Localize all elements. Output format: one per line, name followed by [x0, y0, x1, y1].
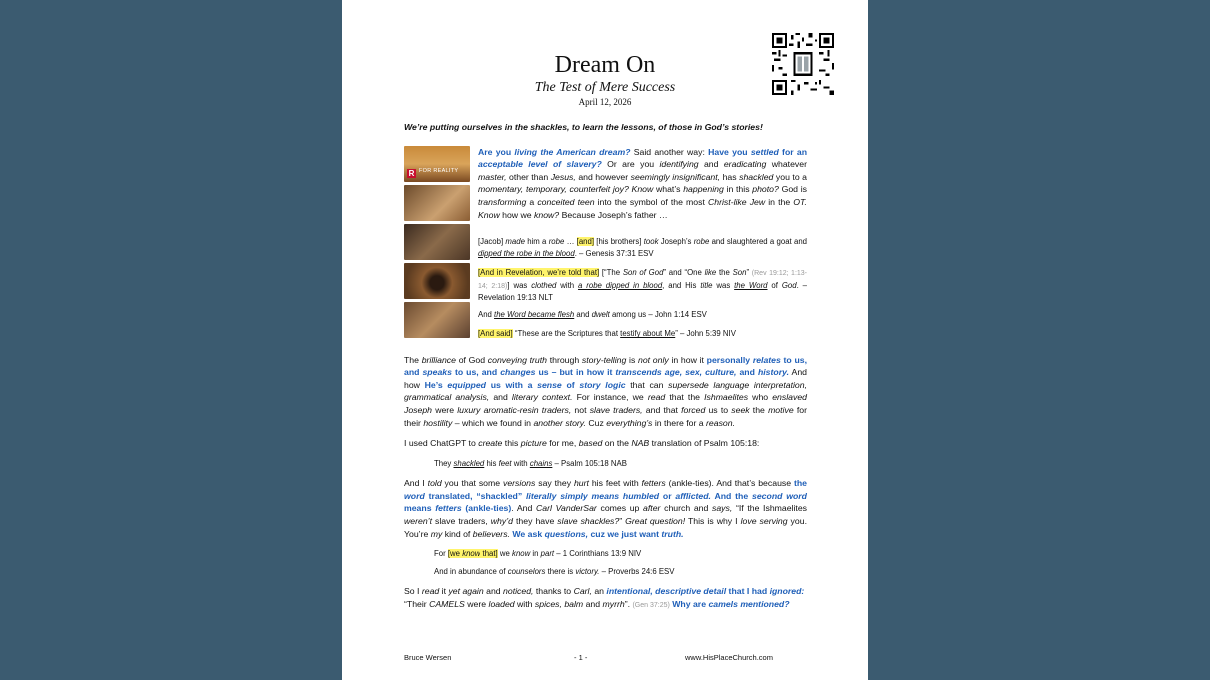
text-run: speaks [422, 367, 452, 378]
text-run: They [434, 458, 454, 468]
text-run: chains [529, 458, 553, 468]
text-run: testify about Me [620, 329, 676, 339]
text-run: you to a [773, 171, 807, 182]
text-run: and that [642, 404, 682, 415]
paragraph-chatgpt [404, 437, 807, 450]
text-run: it [439, 586, 449, 597]
page-date: April 12, 2026 [578, 97, 632, 107]
text-run: versions [502, 478, 536, 489]
reality-badge: R [408, 168, 415, 178]
text-run: in there for a [652, 417, 707, 428]
text-run: and [698, 159, 724, 170]
text-run: I used ChatGPT to [404, 438, 479, 449]
text-run: supersede language interpretation, grammatical analysis, [404, 379, 808, 403]
text-run: or [659, 490, 676, 501]
text-run: conceited teen [537, 196, 595, 207]
quote-revelation [478, 267, 807, 304]
quote-psalm [434, 458, 807, 470]
text-run: ”. [624, 598, 633, 609]
text-run: that I had [726, 586, 770, 597]
text-run: robe [693, 237, 710, 247]
text-run: the [716, 268, 733, 278]
paragraph-brilliance [404, 354, 807, 430]
text-run: And [478, 309, 495, 319]
text-run: story-telling [581, 354, 627, 365]
text-run: master, [478, 171, 507, 182]
text-run: everything’s [606, 417, 653, 428]
text-run: motive [768, 404, 794, 415]
text-run: slave traders, [589, 404, 643, 415]
text-run: settled [750, 146, 779, 157]
paragraph-fetters [404, 477, 807, 540]
intro-text-column [478, 146, 807, 340]
text-run: second word [752, 490, 807, 501]
text-run: The [404, 354, 422, 365]
quote-john-5 [478, 328, 807, 340]
text-run: reason. [706, 417, 735, 428]
text-run: acceptable level of slavery? [478, 159, 602, 170]
text-run: Carl VanderSar [536, 503, 597, 514]
thumbnail-image-3 [404, 224, 470, 260]
text-run: ” – John 5:39 NIV [675, 329, 736, 339]
text-run: myrrh [602, 598, 625, 609]
text-run: . And [511, 503, 536, 514]
text-run: seek [731, 404, 750, 415]
thumbnail-image-4 [404, 263, 470, 299]
text-run: says, [712, 503, 733, 514]
text-run: us with a [486, 379, 538, 390]
text-run: – Proverbs 24:6 ESV [599, 566, 675, 576]
text-run: “If the Ishmaelites [732, 503, 807, 514]
text-run: weren’t [404, 516, 433, 527]
text-run: picture [520, 438, 547, 449]
text-run: history. [757, 367, 789, 378]
text-run: like [704, 268, 717, 278]
text-run: seemingly insignificant, [630, 171, 721, 182]
text-run: you. You’re [404, 516, 807, 539]
text-run: , and His [662, 280, 701, 290]
text-run: God is [778, 184, 807, 195]
text-run: of [767, 280, 782, 290]
text-run: read [421, 586, 440, 597]
text-run: fetters [435, 503, 462, 514]
text-run: clothed [531, 280, 557, 290]
text-run: And the [710, 490, 753, 501]
text-run: For [434, 549, 448, 559]
text-run: Jesus, [550, 171, 576, 182]
text-run: slave traders, [432, 516, 491, 527]
text-run: of [561, 379, 580, 390]
text-run: on the [602, 438, 632, 449]
intro-section [404, 146, 807, 354]
document-page [342, 0, 868, 680]
text-run: – Psalm 105:18 NAB [552, 458, 627, 468]
text-run: an [591, 586, 607, 597]
text-run: hurt [573, 478, 589, 489]
quote-genesis [478, 236, 807, 259]
text-run: [Jacob] [478, 237, 506, 247]
text-run: victory. [575, 566, 600, 576]
text-run: slave shackles? [557, 516, 620, 527]
text-run: “Their [404, 598, 430, 609]
text-run: Have you [708, 146, 751, 157]
text-run: part [540, 549, 555, 559]
thumbnail-strip [404, 146, 470, 341]
text-run: the Word became flesh [494, 309, 575, 319]
text-run: other than [506, 171, 551, 182]
text-run: not [571, 404, 590, 415]
text-run: loaded [488, 598, 515, 609]
text-run: yet again [448, 586, 484, 597]
text-run: you that some [441, 478, 503, 489]
text-run: momentary, temporary, counterfeit joy? [478, 184, 629, 195]
text-run: Son [732, 268, 747, 278]
text-run: means [404, 503, 436, 514]
text-run: based [578, 438, 603, 449]
text-run: afflicted. [675, 490, 711, 501]
text-run: to us, and [451, 367, 501, 378]
text-run: (Rev 19:12; 1:13-14; 2:18) [478, 270, 808, 290]
text-run: another story. [533, 417, 586, 428]
text-run: equipped [447, 379, 486, 390]
text-run: questions, [544, 528, 589, 539]
text-run: not only [638, 354, 669, 365]
text-run: transcends age, sex, culture, [615, 367, 737, 378]
text-run: in this [723, 184, 753, 195]
text-run: Know [631, 184, 654, 195]
text-run: camels mentioned? [708, 598, 790, 609]
text-run: Are you [478, 146, 515, 157]
text-run: this [502, 438, 521, 449]
text-run: we [497, 549, 513, 559]
text-run: the [749, 404, 769, 415]
text-run: ignored: [769, 586, 805, 597]
text-run: for me, [546, 438, 579, 449]
text-run: and [583, 598, 603, 609]
text-run: . – Revelation 19:13 NLT [478, 280, 807, 303]
text-run: with [511, 458, 530, 468]
footer-page-number: - 1 - [574, 653, 588, 662]
text-run: – 1 Corinthians 13:9 NIV [554, 549, 642, 559]
text-run: dwelt [591, 309, 610, 319]
qr-code-icon [772, 33, 834, 95]
paragraph-1 [478, 146, 807, 222]
text-run: (Gen 37:25) [632, 601, 670, 609]
text-run: . – Genesis 37:31 ESV [574, 248, 654, 258]
text-run: enslaved Joseph [404, 392, 807, 415]
text-run: that the [665, 392, 705, 403]
text-run: and [736, 367, 758, 378]
text-run: translated, “shackled” [424, 490, 526, 501]
text-run: that can [625, 379, 669, 390]
text-run: the Word [734, 280, 768, 290]
text-run: OT. [793, 196, 807, 207]
text-run: brilliance [421, 354, 456, 365]
text-run: took [643, 237, 659, 247]
text-run: dipped the robe in the blood [478, 248, 575, 258]
text-run: feet [498, 458, 512, 468]
document-body [404, 121, 807, 612]
text-run: CAMELS [429, 598, 465, 609]
text-run: believers. [472, 528, 510, 539]
text-run: told [427, 478, 442, 489]
reality-badge-caption: FOR REALITY [419, 168, 459, 174]
text-run: identifying [659, 159, 699, 170]
text-run: sense [537, 379, 562, 390]
text-run: in [530, 549, 541, 559]
text-run: to us, and [404, 354, 807, 378]
text-run: Great question! [625, 516, 686, 527]
text-run: him a [524, 237, 549, 247]
text-run: – which we found in [452, 417, 534, 428]
text-run: us to [705, 404, 732, 415]
text-run: his feet with [588, 478, 642, 489]
text-run: with [514, 598, 535, 609]
text-run: And I [404, 478, 428, 489]
text-run: God [781, 280, 797, 290]
text-run: into the symbol of the most [594, 196, 708, 207]
thumbnail-image-1 [404, 146, 470, 182]
text-run: they have [513, 516, 558, 527]
thumbnail-image-5 [404, 302, 470, 338]
text-run: shackled [453, 458, 485, 468]
text-run: after [643, 503, 661, 514]
text-run: photo? [752, 184, 779, 195]
text-run: in how it [668, 354, 707, 365]
text-run: why’d [490, 516, 513, 527]
text-run: title [700, 280, 713, 290]
text-run: And how [404, 367, 807, 390]
text-run: luxury aromatic-resin traders, [457, 404, 572, 415]
text-run: For instance, we [572, 392, 648, 403]
text-run: Because Joseph’s father … [559, 209, 668, 220]
text-run: truth. [661, 528, 684, 539]
text-run: (ankle-ties) [461, 503, 512, 514]
text-run: ” and “One [663, 268, 705, 278]
text-run: us – but in how it [535, 367, 616, 378]
text-run: fetters [641, 478, 666, 489]
text-run: spices, balm [534, 598, 584, 609]
text-run: Son of God [622, 268, 664, 278]
footer-author: Bruce Wersen [404, 653, 452, 662]
text-run: happening [683, 184, 724, 195]
text-run: among us – John 1:14 ESV [609, 309, 707, 319]
text-run: literary context. [511, 392, 573, 403]
text-run: ” [746, 268, 752, 278]
text-run: story logic [579, 379, 626, 390]
text-run: Carl, [573, 586, 592, 597]
text-run: relates [752, 354, 781, 365]
text-run: [“The [599, 268, 623, 278]
text-run: has [720, 171, 740, 182]
text-run: thanks to [533, 586, 574, 597]
text-run: there is [545, 566, 576, 576]
text-run: what’s [653, 184, 684, 195]
text-run: [And in Revelation, we’re told that] [478, 268, 600, 278]
text-run: ] was [507, 280, 532, 290]
text-run: church and [660, 503, 712, 514]
text-run: (ankle-ties). And that’s because [665, 478, 794, 489]
text-run: Joseph’s [658, 237, 694, 247]
text-run: know? [534, 209, 560, 220]
text-run: and [574, 309, 592, 319]
text-run: my [430, 528, 443, 539]
text-run: and [483, 586, 504, 597]
text-run: love serving [740, 516, 788, 527]
quote-proverbs [434, 566, 807, 578]
page-title: Dream On [554, 52, 656, 78]
page-subtitle: The Test of Mere Success [534, 80, 676, 95]
text-run: how we [499, 209, 535, 220]
text-run: with [556, 280, 579, 290]
text-run: a [526, 196, 538, 207]
text-run: transforming [478, 196, 527, 207]
text-run: This is why I [685, 516, 741, 527]
text-run: hostility [423, 417, 453, 428]
text-run: were [464, 598, 489, 609]
text-run: his [484, 458, 499, 468]
text-run: We ask [512, 528, 545, 539]
text-run: and slaughtered a goat and [709, 237, 807, 247]
text-run: He’s [424, 379, 448, 390]
text-run: comes up [596, 503, 644, 514]
text-run: a robe dipped in blood [578, 280, 663, 290]
text-run: the [793, 478, 807, 489]
text-run: through [547, 354, 582, 365]
text-run: noticed, [503, 586, 534, 597]
text-run: cuz we just want [588, 528, 662, 539]
text-run: [And said] [478, 329, 513, 339]
text-run: Know [478, 209, 500, 220]
text-run: and [489, 392, 512, 403]
text-run: shackled [739, 171, 774, 182]
text-run: [we [447, 549, 463, 559]
text-run: know [512, 549, 531, 559]
text-run: who [748, 392, 773, 403]
text-run: know [462, 549, 481, 559]
text-run: was [712, 280, 735, 290]
text-run: create [478, 438, 503, 449]
quote-corinthians [434, 548, 807, 560]
text-run: [and] [576, 237, 594, 247]
text-run: So I [404, 586, 422, 597]
footer-website: www.HisPlaceChurch.com [685, 653, 773, 662]
lead-line: We’re putting ourselves in the shackles, to learn the lessons, of those in God’s stories! [404, 122, 763, 132]
text-run: personally [706, 354, 753, 365]
text-run: living the American dream? [514, 146, 631, 157]
text-run: and however [575, 171, 631, 182]
text-run: changes [500, 367, 536, 378]
text-run: were [432, 404, 458, 415]
text-run: … [564, 237, 577, 247]
text-run: Christ-like Jew [707, 196, 766, 207]
text-run: that] [480, 549, 498, 559]
text-run: robe [548, 237, 565, 247]
text-run: say they [535, 478, 574, 489]
text-run: ” [619, 516, 626, 527]
text-run: whatever [766, 159, 807, 170]
text-run: Cuz [585, 417, 607, 428]
text-run: word [404, 490, 425, 501]
text-run: And in abundance of [434, 566, 508, 576]
text-run: for their [404, 404, 807, 428]
text-run: made [505, 237, 525, 247]
text-run: in the [765, 196, 794, 207]
text-run: NAB [631, 438, 650, 449]
text-run: translation of Psalm 105:18: [649, 438, 760, 449]
thumbnail-image-2 [404, 185, 470, 221]
text-run: kind of [442, 528, 473, 539]
text-run: Said another way: [630, 146, 709, 157]
text-run: read [647, 392, 666, 403]
text-run: intentional, descriptive detail [606, 586, 727, 597]
text-run: counselors [507, 566, 546, 576]
text-run: literally simply means humbled [526, 490, 660, 501]
text-run: forced [681, 404, 706, 415]
text-run: for an [778, 146, 808, 157]
text-run: Or are you [601, 159, 660, 170]
text-run: is [626, 354, 639, 365]
text-run: of God [455, 354, 488, 365]
paragraph-camels [404, 585, 807, 612]
text-run: Ishmaelites [704, 392, 749, 403]
text-run: conveying truth [487, 354, 547, 365]
text-run: [his brothers] [594, 237, 644, 247]
text-run: eradicating [723, 159, 767, 170]
text-run: “These are the Scriptures that [512, 329, 621, 339]
quote-john-1 [478, 309, 807, 321]
text-run: Why are [669, 598, 709, 609]
